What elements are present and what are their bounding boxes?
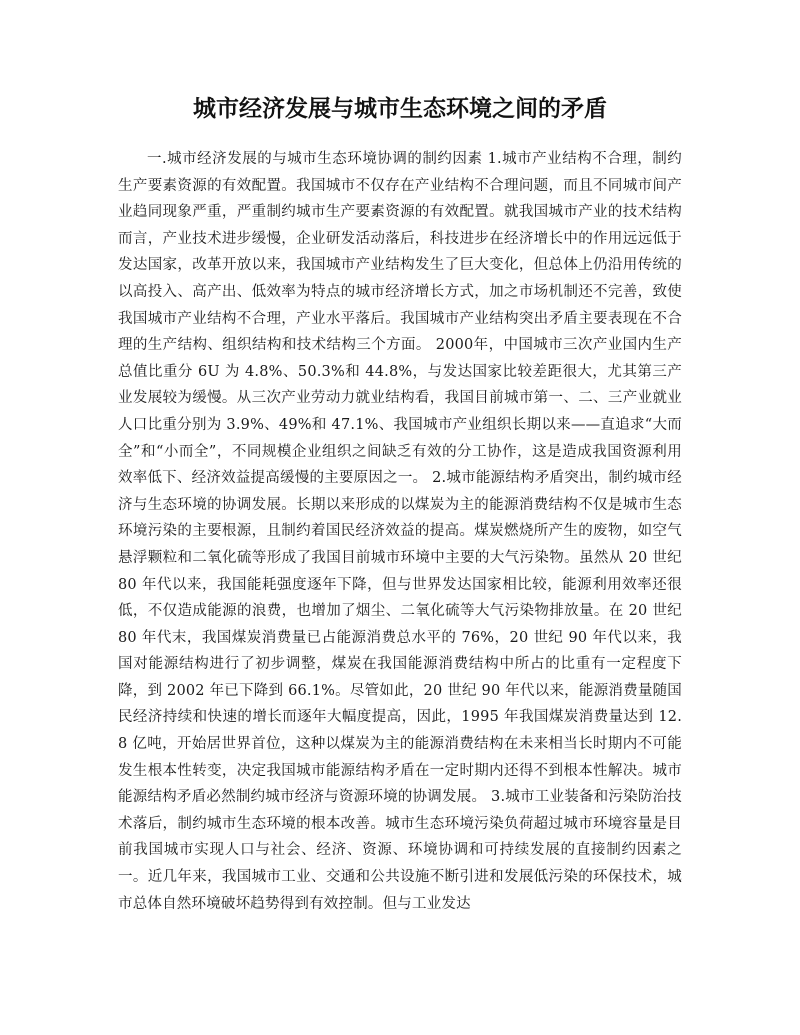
body-paragraph: 一.城市经济发展的与城市生态环境协调的制约因素 1.城市产业结构不合理，制约生产要素资源的有效配置。我国城市不仅存在产业结构不合理问题，而且不同城市间产业趋同现象严重，严重制约城市生产要素资源的有效配置。就我国城市产业的技术结构而言，产业技术进步缓慢，企业研发活动落后，科技进步在经济增长中的作用远远低于发达国家，改革开放以来，我国城市产业结构发生了巨大变化，但总体上仍沿用传统的以高投入、高产出、低效率为特点的城市经济增长方式，加之市场机制还不完善，致使我国城市产业结构不合理，产业水平落后。我国城市产业结构突出矛盾主要表现在不合理的生产结构、组织结构和技术结构三个方面。 2000年，中国城市三次产业国内生产总值比重分 6U 为 4.8%、50.3%和 44.8%，与发达国家比较差距很大，尤其第三产业发展较为缓慢。从三次产业劳动力就业结构看，我国目前城市第一、二、三产业就业人口比重分别为 3.9%、49%和 47.1%、我国城市产业组织长期以来——直追求“大而全”和“小而全”，不同规模企业组织之间缺乏有效的分工协作，这是造成我国资源利用效率低下、经济效益提高缓慢的主要原因之一。 2.城市能源结构矛盾突出，制约城市经济与生态环境的协调发展。长期以来形成的以煤炭为主的能源消费结构不仅是城市生态环境污染的主要根源，且制约着国民经济效益的提高。煤炭燃烧所产生的废物，如空气悬浮颗粒和二氧化硫等形成了我国目前城市环境中主要的大气污染物。虽然从 20 世纪 80 年代以来，我国能耗强度逐年下降，但与世界发达国家相比较，能源利用效率还很低，不仅造成能源的浪费，也增加了烟尘、二氧化硫等大气污染物排放量。在 20 世纪 80 年代末，我国煤炭消费量已占能源消费总水平的 76%，20 世纪 90 年代以来，我国对能源结构进行了初步调整，煤炭在我国能源消费结构中所占的比重有一定程度下降，到 2002 年已下降到 66.1%。尽管如此，20 世纪 90 年代以来，能源消费量随国民经济持续和快速的增长而逐年大幅度提高，因此，1995 年我国煤炭消费量达到 12.8 亿吨，开始居世界首位，这种以煤炭为主的能源消费结构在未来相当长时期内不可能发生根本性转变，决定我国城市能源结构矛盾在一定时期内还得不到根本性解决。城市能源结构矛盾必然制约城市经济与资源环境的协调发展。 3.城市工业装备和污染防治技术落后，制约城市生态环境的根本改善。城市生态环境污染负荷超过城市环境容量是目前我国城市实现人口与社会、经济、资源、环境协调和可持续发展的直接制约因素之一。近几年来，我国城市工业、交通和公共设施不断引进和发展低污染的环保技术，城市总体自然环境破坏趋势得到有效控制。但与工业发达	[118, 151, 682, 912]
document-title: 城市经济发展与城市生态环境之间的矛盾	[193, 95, 607, 122]
